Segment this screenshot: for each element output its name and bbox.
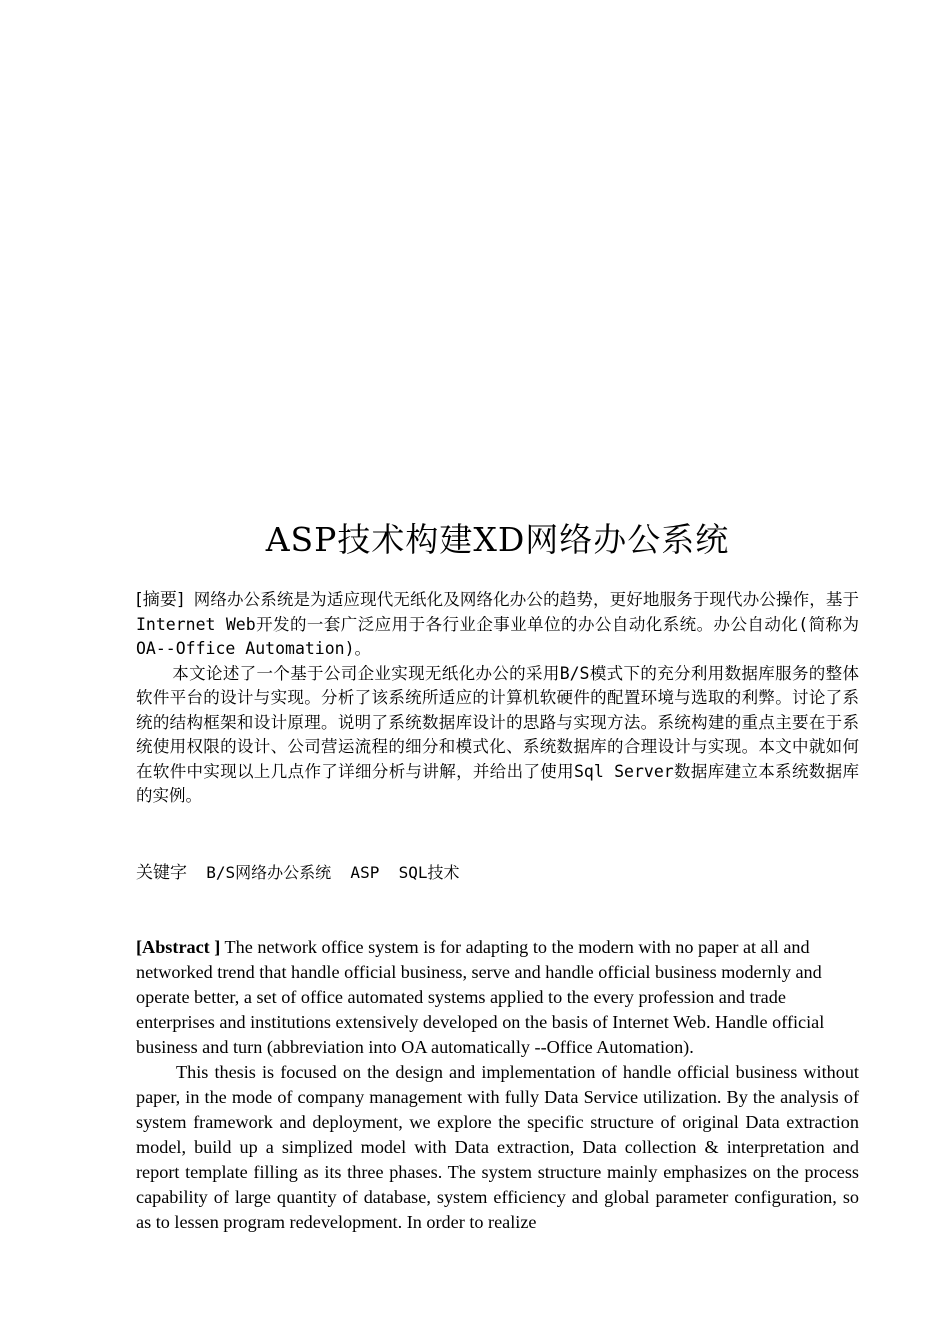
keywords-items: B/S网络办公系统 ASP SQL技术 — [187, 863, 460, 882]
abstract-en-text-1: The network office system is for adapting to the modern with no paper at all and networked trend that handle official business, serve and handle official business modernly and operate better, a set of office automated systems applied to the every profession and trade enterprises and institutions extensively developed on the basis of Internet Web. Handle official business and turn (abbreviation into OA automatically --Office Automation). — [136, 937, 825, 1057]
abstract-en-para-2: This thesis is focused on the design and implementation of handle official business without paper, in the mode of company management with fully Data Service utilization. By the analysis of system framework and deployment, we explore the specific structure of original Data extraction model, build up a simplized model with Data extraction, Data collection & interpretation and report template filling as its three phases. The system structure mainly emphasizes on the process capability of large quantity of database, system efficiency and global parameter configuration, so as to lessen program redevelopment. In order to realize — [136, 1062, 859, 1232]
keywords-line — [136, 861, 859, 885]
abstract-cn-label: [摘要] — [136, 590, 184, 610]
abstract-cn-para-2: 本文论述了一个基于公司企业实现无纸化办公的采用B/S模式下的充分利用数据库服务的整体软件平台的设计与实现。分析了该系统所适应的计算机软硬件的配置环境与选取的利弊。讨论了系统的结构框架和设计原理。说明了系统数据库设计的思路与实现方法。系统构建的重点主要在于系统使用权限的设计、公司营运流程的细分和模式化、系统数据库的合理设计与实现。本文中就如何在软件中实现以上几点作了详细分析与讲解，并给出了使用Sql Server数据库建立本系统数据库的实例。 — [136, 663, 859, 805]
abstract-cn-text-1: 网络办公系统是为适应现代无纸化及网络化办公的趋势，更好地服务于现代办公操作，基于Internet Web开发的一套广泛应用于各行业企事业单位的办公自动化系统。办公自动化(简称为OA--Office Automation)。 — [136, 590, 859, 658]
abstract-cn — [136, 588, 859, 809]
abstract-en — [136, 935, 859, 1235]
abstract-en-para-1 — [136, 935, 859, 1060]
page-title: ASP技术构建XD网络办公系统 — [265, 520, 730, 559]
abstract-en-label: [Abstract ] — [136, 937, 221, 957]
abstract-cn-para-1 — [136, 588, 859, 662]
keywords-label: 关键字 — [136, 863, 187, 883]
